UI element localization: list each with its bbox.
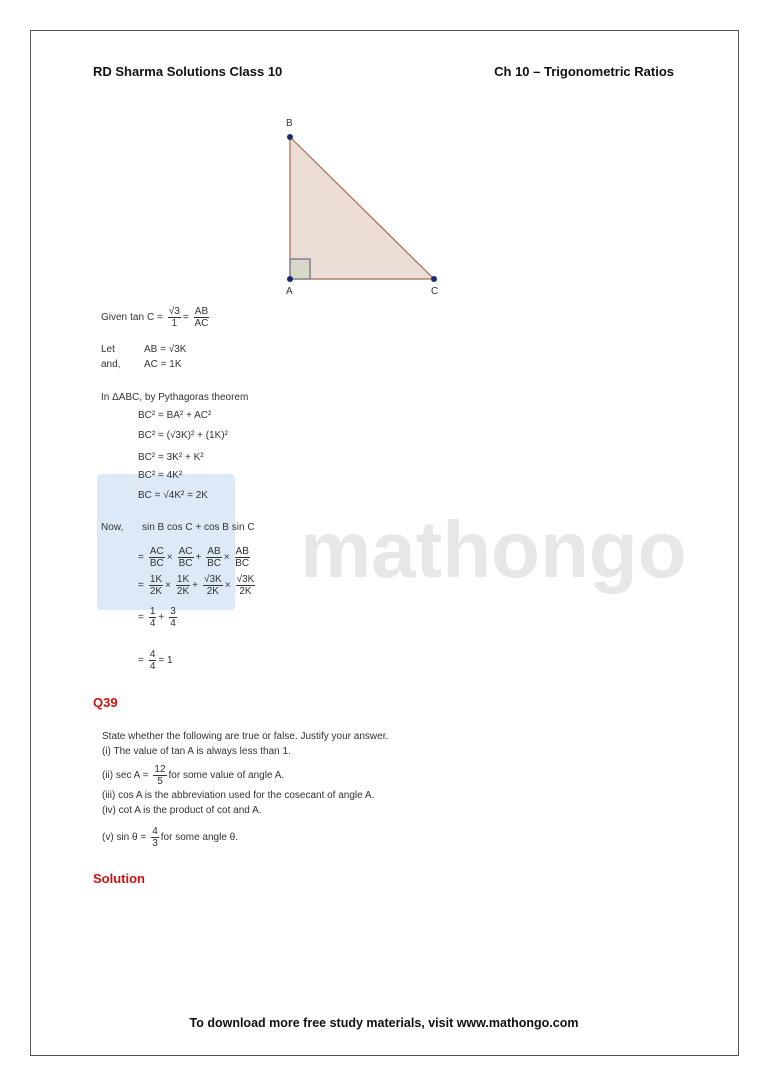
point-c	[431, 276, 437, 282]
fraction-numerator: √3K	[204, 574, 222, 585]
math-text: =	[138, 580, 144, 591]
fraction-denominator: BC	[235, 558, 250, 569]
fraction	[206, 546, 221, 569]
fraction-numerator: √3K	[236, 574, 255, 585]
fraction-denominator: 4	[149, 661, 156, 672]
math-text: (iii) cos A is the abbreviation used for the cosecant of angle A.	[102, 790, 375, 801]
math-text: = 1	[158, 655, 173, 666]
fraction	[149, 606, 157, 629]
math-text: =	[138, 552, 144, 563]
math-text: BC² = BA² + AC²	[138, 410, 212, 421]
math-text: Let	[101, 344, 115, 355]
solution-line	[138, 452, 207, 463]
fraction-numerator: AC	[149, 546, 164, 557]
fraction-denominator: 1	[171, 318, 178, 329]
solution-line	[101, 344, 189, 355]
fraction-denominator: 5	[157, 776, 163, 787]
question-line	[102, 805, 265, 816]
math-text: (i) The value of tan A is always less than 1.	[102, 746, 291, 757]
fraction-denominator: BC	[149, 558, 164, 569]
fraction-denominator: 2K	[239, 586, 252, 597]
fraction-denominator: 2K	[206, 586, 219, 597]
solution-line	[101, 522, 258, 533]
math-text: (ii) sec A =	[102, 770, 149, 781]
math-text: BC = √4K² = 2K	[138, 490, 208, 501]
question-line	[102, 764, 287, 787]
math-text: ×	[223, 552, 230, 563]
fraction	[151, 826, 159, 849]
math-text: =	[138, 655, 144, 666]
math-text: for some value of angle A.	[168, 770, 285, 781]
math-text: +	[158, 612, 165, 623]
fraction-denominator: BC	[207, 558, 221, 569]
fraction	[149, 574, 163, 597]
solution-line	[101, 392, 251, 403]
fraction	[149, 649, 157, 672]
solution-line	[101, 306, 211, 329]
fraction-denominator: 2K	[176, 586, 190, 597]
header-book-title: RD Sharma Solutions Class 10	[93, 64, 283, 79]
math-text: BC² = 4K²	[138, 470, 183, 481]
math-text: +	[192, 580, 198, 591]
math-text: State whether the following are true or false. Justify your answer.	[102, 731, 389, 742]
fraction-numerator: 4	[152, 826, 158, 837]
math-text: (iv) cot A is the product of cot and A.	[102, 805, 262, 816]
point-b	[287, 134, 293, 140]
right-triangle-figure	[0, 0, 768, 300]
question-line	[102, 731, 391, 742]
fraction-numerator: 12	[154, 764, 166, 775]
fraction	[236, 574, 256, 597]
fraction-numerator: AB	[194, 306, 209, 317]
math-text: AB = √3K	[144, 344, 187, 355]
fraction	[169, 606, 177, 629]
fraction	[149, 546, 165, 569]
solution-heading: Solution	[93, 871, 145, 886]
math-text: ×	[165, 580, 171, 591]
right-angle-marker	[290, 259, 310, 279]
fraction-numerator: √3	[168, 306, 180, 317]
math-text: C =	[147, 312, 163, 323]
fraction-numerator: AB	[207, 546, 221, 557]
math-text: for some angle θ.	[160, 832, 239, 843]
fraction-denominator: 4	[170, 618, 176, 629]
fraction-denominator: 2K	[149, 586, 163, 597]
label-c: C	[431, 286, 439, 297]
question-number: Q39	[93, 695, 118, 710]
solution-line	[138, 606, 179, 629]
math-text: BC² = 3K² + K²	[138, 452, 204, 463]
math-text: Now,	[101, 522, 124, 533]
fraction-numerator: 1	[149, 606, 156, 617]
fraction	[203, 574, 223, 597]
fraction	[178, 546, 194, 569]
fraction-numerator: 4	[149, 649, 156, 660]
fraction-denominator: BC	[178, 558, 193, 569]
fraction-numerator: 1K	[149, 574, 163, 585]
question-line	[102, 790, 377, 801]
solution-line	[138, 470, 185, 481]
math-text: and,	[101, 359, 121, 370]
math-text: In ΔABC, by Pythagoras theorem	[101, 392, 249, 403]
math-text: =	[138, 612, 144, 623]
footer-text: To download more free study materials, visit www.mathongo.com	[189, 1016, 579, 1030]
fraction-numerator: 3	[170, 606, 176, 617]
fraction	[153, 764, 166, 787]
solution-line	[138, 574, 257, 597]
math-text: AC = 1K	[144, 359, 182, 370]
solution-line	[138, 649, 176, 672]
fraction-denominator: 4	[149, 618, 156, 629]
solution-line	[138, 546, 252, 569]
solution-line	[138, 430, 231, 441]
fraction	[194, 306, 209, 329]
math-text: (v) sin θ =	[102, 832, 147, 843]
math-text: sin B cos C + cos B sin C	[142, 522, 255, 533]
fraction-denominator: AC	[194, 318, 209, 329]
math-text: ×	[224, 580, 231, 591]
question-line	[102, 826, 241, 849]
label-a: A	[286, 286, 293, 297]
math-text: BC² = (√3K)² + (1K)²	[138, 430, 228, 441]
math-text: +	[195, 552, 202, 563]
math-text: Given	[101, 312, 128, 323]
math-text: ×	[166, 552, 173, 563]
header-chapter-title: Ch 10 – Trigonometric Ratios	[494, 64, 674, 79]
question-line	[102, 746, 294, 757]
solution-line	[101, 359, 185, 370]
math-text: =	[182, 312, 189, 323]
solution-line	[138, 490, 211, 501]
fraction-numerator: 1K	[176, 574, 190, 585]
fraction-numerator: AC	[178, 546, 193, 557]
point-a	[287, 276, 293, 282]
solution-line	[138, 410, 214, 421]
label-b: B	[286, 118, 293, 129]
fraction	[235, 546, 250, 569]
triangle-abc	[290, 137, 434, 279]
fraction	[176, 574, 190, 597]
watermark-text: mathongo	[300, 505, 687, 594]
fraction-numerator: AB	[235, 546, 249, 557]
fraction-denominator: 3	[152, 838, 158, 849]
fraction	[168, 306, 181, 329]
math-text: tan	[130, 312, 145, 323]
